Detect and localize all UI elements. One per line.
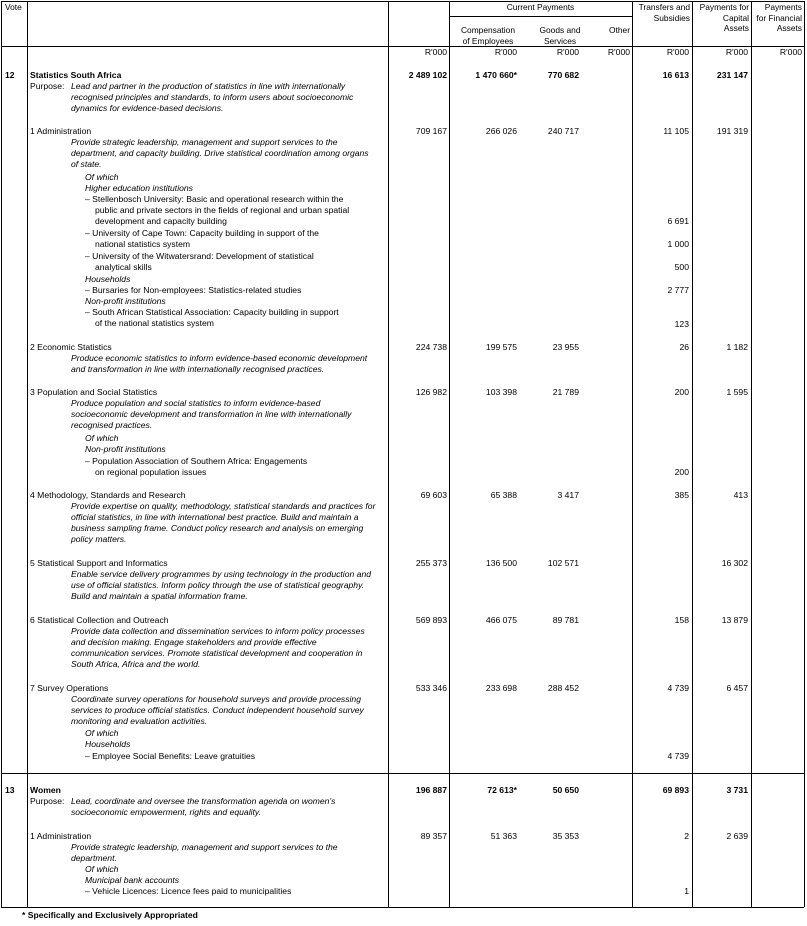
purpose-label: Purpose: <box>30 796 65 806</box>
programme-transfers: 385 <box>674 490 689 500</box>
vote-name: Statistics South Africa <box>30 70 122 80</box>
programme-transfers: 158 <box>674 615 689 625</box>
programme-compensation: 103 398 <box>485 387 517 397</box>
vote-divider <box>1 773 804 774</box>
purpose-label: Purpose: <box>30 81 65 91</box>
programme-goods: 102 571 <box>547 558 579 568</box>
unit-capital: R'000 <box>725 47 748 57</box>
header-compensation: Compensation of Employees <box>460 25 515 46</box>
transfer-item: – Employee Social Benefits: Leave gratuities <box>85 751 256 761</box>
programme-description: Produce economic statistics to inform evidence-based economic development and transformation in line with internationally recognised practices. <box>71 353 368 374</box>
transfer-item: – University of the Witwatersrand: Development of statistical analytical skills <box>85 251 314 272</box>
programme-name: 5 Statistical Support and Informatics <box>30 558 168 568</box>
programme-transfers: 4 739 <box>667 683 689 693</box>
programme-name: 1 Administration <box>30 126 92 136</box>
transfer-item-value: 6 691 <box>667 216 689 226</box>
programme-total: 709 167 <box>415 126 447 136</box>
vote-name: Women <box>30 785 61 795</box>
programme-name: 6 Statistical Collection and Outreach <box>30 615 169 625</box>
transfer-item: – South African Statistical Association: Capacity building in support of the national statistics system <box>85 307 339 328</box>
header-current-payments: Current Payments <box>506 2 575 12</box>
category-label: Non-profit institutions <box>85 444 166 454</box>
programme-name: 2 Economic Statistics <box>30 342 112 352</box>
programme-compensation: 136 500 <box>485 558 517 568</box>
programme-name: 1 Administration <box>30 831 92 841</box>
programme-capital: 2 639 <box>726 831 748 841</box>
header-goods: Goods and Services <box>539 25 581 46</box>
programme-total: 224 738 <box>415 342 447 352</box>
transfer-item-value: 2 777 <box>667 285 689 295</box>
of-which-label: Of which <box>85 433 119 443</box>
programme-compensation: 65 388 <box>490 490 517 500</box>
of-which-label: Of which <box>85 728 119 738</box>
programme-total: 126 982 <box>415 387 447 397</box>
vote-compensation: 72 613* <box>487 785 517 795</box>
vote-purpose: Lead and partner in the production of statistics in line with internationally recognised principles and standards, to inform users about socioeconomic dynamics for evidence-based decisions. <box>71 81 354 113</box>
transfer-item-value: 1 000 <box>667 239 689 249</box>
programme-total: 89 357 <box>420 831 447 841</box>
programme-name: 7 Survey Operations <box>30 683 109 693</box>
programme-compensation: 51 363 <box>490 831 517 841</box>
programme-description: Produce population and social statistics to inform evidence-based socioeconomic development and transformation in line with internationally recognised practices. <box>71 398 352 430</box>
programme-goods: 288 452 <box>547 683 579 693</box>
programme-name: 3 Population and Social Statistics <box>30 387 158 397</box>
unit-other: R'000 <box>607 47 630 57</box>
vote-number: 13 <box>5 785 15 795</box>
vote-goods: 50 650 <box>552 785 579 795</box>
transfer-item-value: 1 <box>684 886 689 896</box>
programme-goods: 3 417 <box>557 490 579 500</box>
col-border <box>751 1 752 907</box>
current-payments-divider <box>449 16 632 17</box>
unit-total: R'000 <box>424 47 447 57</box>
vote-purpose: Lead, coordinate and oversee the transformation agenda on women's socioeconomic empowerment, rights and equality. <box>71 796 336 817</box>
programme-description: Coordinate survey operations for household surveys and provide processing services to produce official statistics. Conduct independent household survey monitoring and evaluation activities. <box>71 694 364 726</box>
header-capital: Payments for Capital Assets <box>699 2 749 33</box>
transfer-item-value: 200 <box>674 467 689 477</box>
transfer-item-value: 123 <box>674 319 689 329</box>
programme-goods: 89 781 <box>552 615 579 625</box>
vote-number: 12 <box>5 70 15 80</box>
unit-goods: R'000 <box>556 47 579 57</box>
col-border <box>804 1 805 907</box>
programme-total: 533 346 <box>415 683 447 693</box>
footnote: * Specifically and Exclusively Appropriated <box>22 910 198 920</box>
of-which-label: Of which <box>85 864 119 874</box>
table-bottom-border <box>1 907 804 908</box>
programme-compensation: 233 698 <box>485 683 517 693</box>
unit-financial: R'000 <box>779 47 802 57</box>
programme-goods: 23 955 <box>552 342 579 352</box>
programme-capital: 13 879 <box>721 615 748 625</box>
vote-total: 2 489 102 <box>408 70 447 80</box>
programme-description: Enable service delivery programmes by using technology in the production and use of official statistics. Inform policy through the use of statistical geography. Build and maintain a spatial information frame. <box>71 569 371 601</box>
programme-capital: 16 302 <box>721 558 748 568</box>
programme-description: Provide expertise on quality, methodology, statistical standards and practices for official statistics, in line with international best practice. Build and maintain a business sampling frame. Conduct policy research and analysis on emerging policy matters. <box>71 501 376 544</box>
vote-capital: 231 147 <box>716 70 748 80</box>
unit-transfers: R'000 <box>666 47 689 57</box>
category-label: Higher education institutions <box>85 183 193 193</box>
col-border <box>27 1 28 907</box>
programme-capital: 1 182 <box>726 342 748 352</box>
of-which-label: Of which <box>85 172 119 182</box>
programme-goods: 21 789 <box>552 387 579 397</box>
category-label: Households <box>85 739 131 749</box>
programme-description: Provide data collection and dissemination services to inform policy processes and decision making. Engage stakeholders and provide effective communication services. Promote statistical development and cooperation in South Africa, Africa and the world. <box>71 626 365 669</box>
transfer-item: – Population Association of Southern Africa: Engagements on regional population issues <box>85 456 308 477</box>
header-financial: Payments for Financial Assets <box>756 2 802 33</box>
vote-transfers: 16 613 <box>662 70 689 80</box>
programme-goods: 240 717 <box>547 126 579 136</box>
programme-name: 4 Methodology, Standards and Research <box>30 490 186 500</box>
programme-total: 569 893 <box>415 615 447 625</box>
category-label: Non-profit institutions <box>85 296 166 306</box>
programme-transfers: 11 105 <box>663 126 689 136</box>
programme-capital: 6 457 <box>726 683 748 693</box>
programme-transfers: 200 <box>674 387 689 397</box>
vote-capital: 3 731 <box>726 785 748 795</box>
vote-total: 196 887 <box>415 785 447 795</box>
programme-total: 255 373 <box>415 558 447 568</box>
transfer-item: – Vehicle Licences: Licence fees paid to municipalities <box>85 886 292 896</box>
header-transfers: Transfers and Subsidies <box>638 2 690 23</box>
col-border <box>1 1 2 907</box>
programme-description: Provide strategic leadership, management and support services to the department. <box>71 842 338 863</box>
programme-compensation: 199 575 <box>485 342 517 352</box>
programme-compensation: 466 075 <box>485 615 517 625</box>
vote-transfers: 69 893 <box>662 785 689 795</box>
programme-capital: 413 <box>733 490 748 500</box>
programme-transfers: 2 <box>684 831 689 841</box>
transfer-item: – University of Cape Town: Capacity building in support of the national statistics system <box>85 228 319 249</box>
unit-compensation: R'000 <box>494 47 517 57</box>
programme-capital: 1 595 <box>726 387 748 397</box>
transfer-item: – Stellenbosch University: Basic and operational research within the public and private sectors in the fields of regional and urban spatial development and capacity building <box>85 194 350 226</box>
programme-description: Provide strategic leadership, management and support services to the department, and capacity building. Drive statistical coordination among organs of state. <box>71 137 369 169</box>
programme-total: 69 603 <box>420 490 447 500</box>
transfer-item: – Bursaries for Non-employees: Statistics-related studies <box>85 285 302 295</box>
programme-compensation: 266 026 <box>485 126 517 136</box>
programme-transfers: 26 <box>679 342 689 352</box>
category-label: Households <box>85 274 131 284</box>
transfer-item-value: 500 <box>674 262 689 272</box>
programme-capital: 191 319 <box>716 126 748 136</box>
transfer-item-value: 4 739 <box>667 751 689 761</box>
vote-goods: 770 682 <box>547 70 579 80</box>
programme-goods: 35 353 <box>552 831 579 841</box>
vote-compensation: 1 470 660* <box>475 70 517 80</box>
category-label: Municipal bank accounts <box>85 875 180 885</box>
header-other: Other <box>609 25 630 35</box>
header-vote: Vote <box>5 2 22 12</box>
